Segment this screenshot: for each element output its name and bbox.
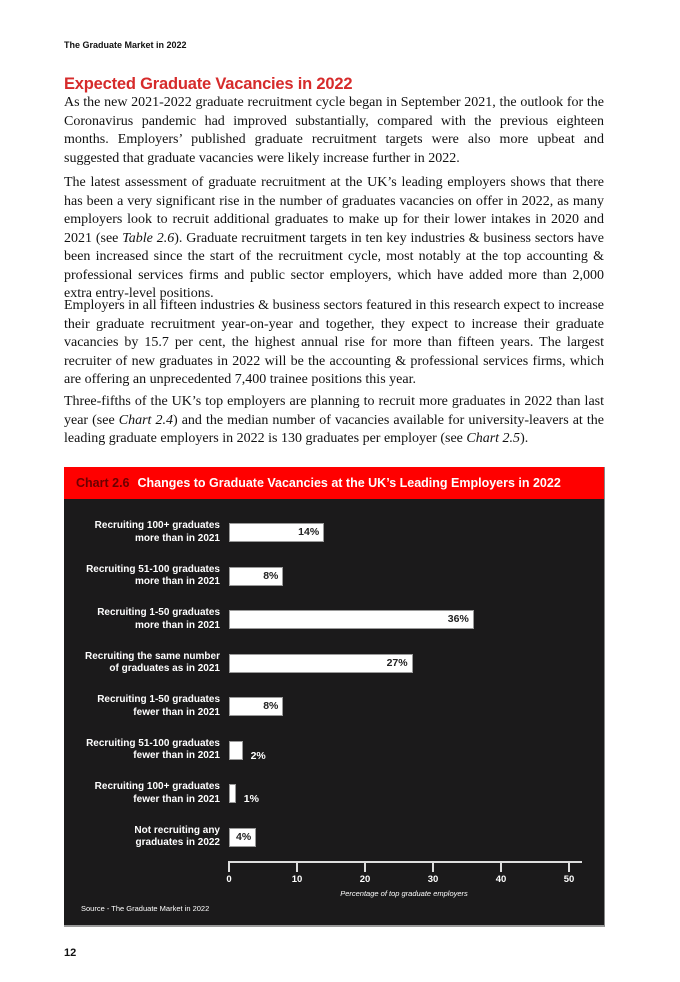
bar-category-label: Recruiting the same number of graduates as in 2021	[84, 650, 220, 674]
section-title: Expected Graduate Vacancies in 2022	[64, 75, 353, 93]
x-axis-label: Percentage of top graduate employers	[340, 889, 468, 898]
bar-category-label: Recruiting 1-50 graduates fewer than in 2021	[97, 694, 220, 718]
bar-value-label: 8%	[263, 569, 279, 582]
bar-category-label: Recruiting 51-100 graduates fewer than in 2021	[86, 737, 220, 761]
chart-2-6	[64, 467, 605, 927]
bar-category-label: Recruiting 1-50 graduates more than in 2021	[97, 607, 220, 631]
paragraph-2: The latest assessment of graduate recruitment at the UK’s leading employers shows that there has been a very significant rise in the number of graduates vacancies on offer in 2022, as many employers look to recruit additional graduates to make up for their lower intakes in 2020 and 2021 (see Table 2.6). Graduate recruitment targets in ten key industries & business sectors have been increased since the start of the recruitment cycle, most notably at the top accounting & professional services firms and public sector employers, which have added more than 2,000 extra entry-level positions.	[64, 175, 604, 301]
paragraph-1: As the new 2021-2022 graduate recruitment cycle began in September 2021, the outlook for the Coronavirus pandemic had improved substantially, compared with the previous eighteen months. Employers’ published graduate recruitment targets were also more upbeat and suggested that graduate vacancies were likely increase further in 2022.	[64, 95, 604, 166]
bar-value-label: 1%	[243, 793, 259, 805]
bar-category-label: Not recruiting any graduates in 2022	[134, 824, 220, 848]
bar-value-label: 4%	[236, 830, 252, 843]
paragraph-4: Three-fifths of the UK’s top employers are planning to recruit more graduates in 2022 than last year (see Chart 2.4) and the median number of vacancies available for university-leavers at the leading graduate employers in 2022 is 130 graduates per employer (see Chart 2.5).	[64, 394, 604, 446]
page-number: 12	[64, 947, 77, 959]
x-tick	[364, 861, 366, 872]
chart-number: Chart 2.6	[76, 476, 130, 490]
x-tick-label: 20	[359, 874, 371, 885]
x-tick-label: 30	[427, 874, 439, 885]
chart-header	[64, 467, 604, 499]
x-tick-label: 10	[291, 874, 303, 885]
x-tick-label: 50	[563, 874, 575, 885]
x-tick	[568, 861, 570, 872]
bar-category-label: Recruiting 100+ graduates more than in 2021	[94, 520, 220, 544]
x-tick-label: 0	[226, 874, 232, 885]
chart-source: Source - The Graduate Market in 2022	[81, 904, 210, 913]
bar-category-label: Recruiting 100+ graduates fewer than in 2021	[94, 781, 220, 805]
bar-value-label: 14%	[298, 526, 320, 538]
bar-value-label: 27%	[386, 656, 408, 669]
bar-value-label: 36%	[447, 613, 469, 625]
running-head: The Graduate Market in 2022	[64, 40, 187, 50]
chart-title: Changes to Graduate Vacancies at the UK’s Leading Employers in 2022	[137, 476, 561, 490]
x-tick	[228, 861, 230, 872]
x-tick	[296, 861, 298, 872]
x-tick-label: 40	[495, 874, 507, 885]
x-tick	[432, 861, 434, 872]
paragraph-3: Employers in all fifteen industries & business sectors featured in this research expect to increase their graduate recruitment year-on-year and together, they expect to increase their graduate vacancies by 15.7 per cent, the highest annual rise for more than fifteen years. The largest recruiter of new graduates in 2022 will be the accounting & professional services firms, which are offering an unprecedented 7,400 trainee positions this year.	[64, 298, 604, 387]
bar	[229, 741, 243, 760]
x-tick	[500, 861, 502, 872]
x-axis-line	[229, 861, 582, 863]
bar-value-label: 8%	[263, 700, 279, 712]
bar-category-label: Recruiting 51-100 graduates more than in 2021	[86, 563, 220, 587]
bar	[229, 784, 236, 803]
bar-value-label: 2%	[250, 749, 266, 762]
